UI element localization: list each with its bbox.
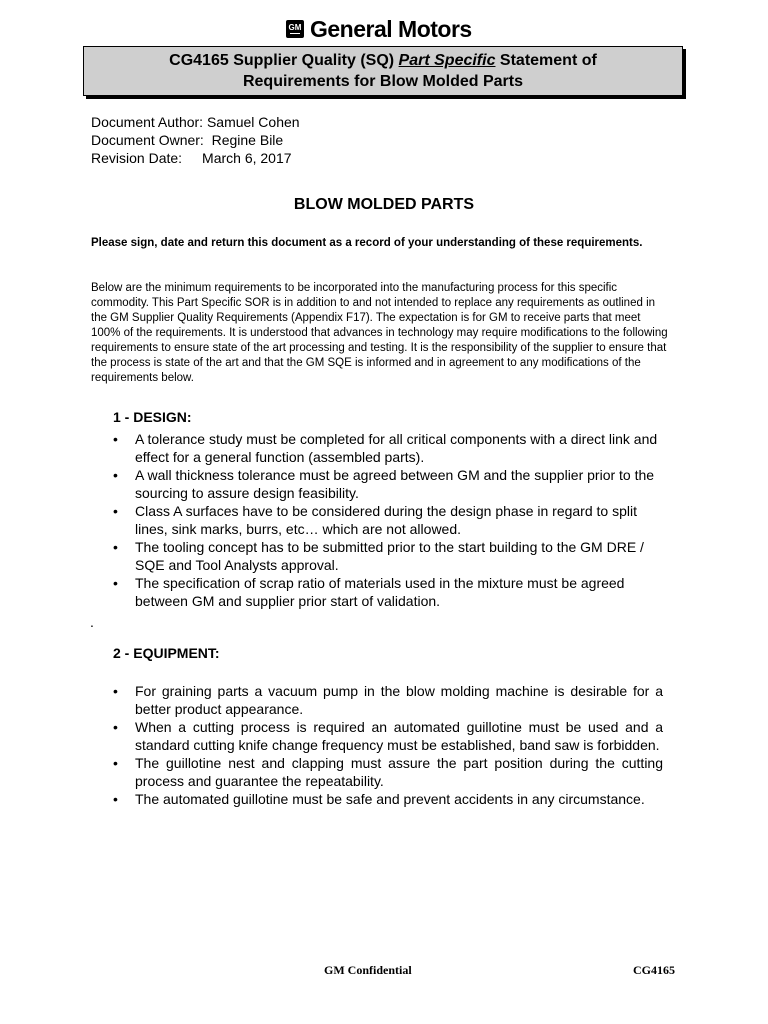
equipment-heading: 2 - EQUIPMENT:: [113, 645, 220, 661]
section-title: BLOW MOLDED PARTS: [293, 196, 475, 213]
footer-confidential: GM Confidential: [324, 963, 412, 977]
footer-doc-id: CG4165: [633, 963, 675, 977]
equipment-list: [113, 682, 663, 808]
list-item: • A wall thickness tolerance must be agreed between GM and the supplier prior to the sourcing to assure design feasibility.: [113, 467, 655, 501]
gm-logo-mark: GM: [286, 20, 304, 38]
document-author: Document Author: Samuel Cohen: [91, 114, 300, 130]
document-title-line-2: Requirements for Blow Molded Parts: [242, 73, 524, 90]
list-item: • The guillotine nest and clapping must assure the part position during the cutting process and guarantee the repeatability.: [113, 755, 663, 789]
list-item: • The specification of scrap ratio of materials used in the mixture must be agreed between GM and supplier prior start of validation.: [113, 575, 625, 609]
gm-logo: [286, 14, 472, 44]
document-title-line-1: CG4165 Supplier Quality (SQ) Part Specific Statement of: [169, 52, 597, 69]
document-title-box: [83, 46, 683, 96]
list-item: • The tooling concept has to be submitted prior to the start building to the GM DRE / SQE and Tool Analysts approval.: [113, 539, 644, 573]
title-emphasis: Part Specific: [398, 52, 496, 69]
document-owner: Document Owner: Regine Bile: [91, 132, 284, 148]
design-list: [113, 430, 663, 610]
list-item: • A tolerance study must be completed for all critical components with a direct link and effect for a general function (assembled parts).: [113, 431, 658, 465]
sign-note: Please sign, date and return this document as a record of your understanding of these requirements.: [91, 237, 643, 249]
document-meta: [91, 113, 300, 167]
list-item: • Class A surfaces have to be considered during the design phase in regard to split lines, sink marks, burrs, etc… which are not allowed.: [113, 503, 637, 537]
design-heading: 1 - DESIGN:: [113, 409, 192, 425]
list-item: • When a cutting process is required an automated guillotine must be used and a standard cutting knife change frequency must be established, band saw is forbidden.: [113, 719, 663, 753]
revision-date-row: Revision Date: March 6, 2017: [91, 150, 292, 166]
stray-mark: .: [90, 614, 94, 630]
logo-text: General Motors: [310, 16, 472, 42]
list-item: • For graining parts a vacuum pump in the blow molding machine is desirable for a better product appearance.: [113, 683, 663, 717]
list-item: • The automated guillotine must be safe and prevent accidents in any circumstance.: [113, 791, 645, 807]
intro-paragraph: Below are the minimum requirements to be incorporated into the manufacturing process for this specific commodity. This Part Specific SOR is in addition to and not intended to replace any requirements as outlined in the GM Supplier Quality Requirements (Appendix F17). The expectation is for GM to receive parts that meet 100% of the requirements. It is understood that advances in technology may require modifications to the following requirements to ensure state of the art processing and testing. It is the responsibility of the supplier to ensure that the process is state of the art and that the GM SQE is informed and in agreement to any modifications of the requirements below.: [91, 282, 668, 384]
